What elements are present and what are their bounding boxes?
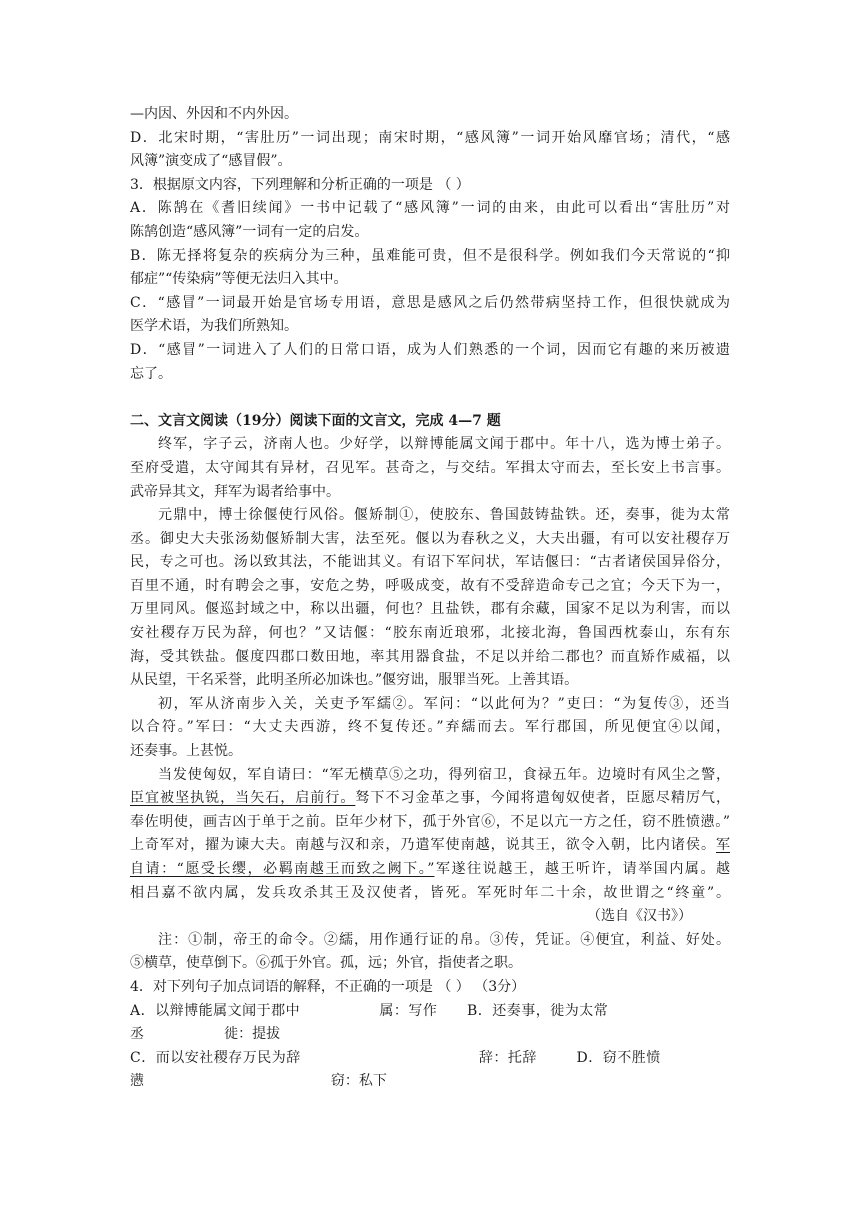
passage-line: 元鼎中，博士徐偃使行风俗。偃矫制①，使胶东、鲁国鼓铸盐铁。还，奏事，徙为太常	[158, 507, 730, 524]
passage-line: 民，专之可也。汤以致其法，不能诎其义。有诏下军问状，军诘偃曰：“古者诸侯国异俗分，	[130, 554, 730, 571]
passage-line: 武帝异其文，拜军为谒者给事中。	[130, 483, 340, 500]
notes-line: ⑤横草，使草倒下。⑥孤于外官。孤，远；外官，指使者之职。	[130, 955, 522, 972]
passage-fragment: 上奇军对，擢为谏大夫。南越与汉和亲，乃遣军使南越，说其王，欲令入朝，比内诸侯。	[130, 837, 716, 854]
text-line: 忘了。	[130, 365, 172, 382]
text-line: 医学术语，为我们所熟知。	[130, 318, 298, 335]
passage-line: 还奏事。上甚悦。	[130, 743, 242, 760]
text-line: 风簿”演变成了“感冒假”。	[130, 153, 292, 170]
passage-line: 万里同风。偃巡封域之中，称以出疆，何也？且盐铁，郡有余藏，国家不足以为利害，而以	[130, 601, 730, 618]
passage-fragment: 驽下不习金革之事，今闻将遣匈奴使者，臣愿尽精厉气，	[355, 790, 730, 807]
passage-line: 奉佐明使，画吉凶于单于之前。臣年少材下，孤于外官⑥，不足以亢一方之任，窃不胜愤懑。”	[130, 813, 730, 830]
passage-line: 百里不通，时有聘会之事，安危之势，呼吸成变，故有不受辞造命专己之宜；今天下为一，	[130, 577, 730, 594]
option-line: D．北宋时期，“害肚历”一词出现；南宋时期，“感风簿”一词开始风靡官场；清代，“感	[130, 129, 730, 146]
text-line: 陈鹄创造“感风簿”一词有一定的启发。	[130, 223, 369, 240]
notes-line: 注：①制，帝王的命令。②繻，用作通行证的帛。③传，凭证。④便宜，利益、好处。	[158, 931, 730, 948]
passage-line: 丞。御史大夫张汤劾偃矫制大害，法至死。偃以为春秋之义，大夫出疆，有可以安社稷存万	[130, 530, 730, 547]
passage-line	[130, 858, 730, 882]
passage-line: 至府受遣，太守闻其有异材，召见军。甚奇之，与交结。军揖太守而去，至长安上书言事。	[130, 459, 730, 476]
passage-line: 以合符。”军曰：“大丈夫西游，终不复传还。”弃繻而去。军行郡国，所见便宜④以闻，	[130, 719, 730, 736]
option-line: C．而以安社稷存万民为辞 辞：托辞 D．窃不胜愤	[130, 1049, 661, 1066]
option-line: A．以辩博能属文闻于郡中 属：写作 B．还奏事，徙为太常	[130, 1002, 609, 1019]
passage-line	[130, 787, 730, 811]
question-stem: 4．对下列句子加点词语的解释，不正确的一项是 （ ） （3分）	[130, 978, 526, 995]
source-citation: （选自《汉书》）	[587, 908, 692, 925]
option-line: C．“感冒”一词最开始是官场专用语，意思是感风之后仍然带病坚持工作，但很快就成为	[130, 294, 730, 311]
option-line: 懑 窃：私下	[130, 1073, 387, 1090]
option-line: 丞 徙：提拔	[130, 1026, 281, 1043]
text-line: —内因、外因和不内外因。	[130, 106, 298, 122]
document-content	[130, 103, 730, 1094]
underlined-sentence: 臣宜被坚执锐，当矢石，启前行。	[130, 790, 356, 807]
underlined-sentence: 军	[716, 837, 730, 854]
passage-line: 初，军从济南步入关，关吏予军繻②。军问：“以此何为？”吏曰：“为复传③，还当	[158, 695, 730, 712]
passage-line: 从民望，干名采誉，此明圣所必加诛也。”偃穷诎，服罪当死。上善其语。	[130, 672, 579, 689]
option-line: B．陈无择将复杂的疾病分为三种，虽难能可贵，但不是很科学。例如我们今天常说的“抑	[130, 247, 730, 264]
option-line: A．陈鹄在《耆旧续闻》一书中记载了“感风簿”一词的由来，由此可以看出“害肚历”对	[130, 200, 730, 217]
passage-line	[130, 834, 730, 858]
question-stem: 3．根据原文内容，下列理解和分析正确的一项是 （ ）	[130, 176, 470, 193]
underlined-sentence: 自请：“愿受长缨，必羁南越王而致之阙下。”	[130, 861, 435, 877]
passage-line: 安社稷存万民为辞，何也？”又诘偃：“胶东南近琅邪，北接北海，鲁国西枕泰山，东有东	[130, 625, 730, 642]
passage-fragment: 军遂往说越王，越王听许，请举国内属。越	[434, 861, 730, 877]
spacer	[130, 386, 730, 410]
passage-line: 相吕嘉不欲内属，发兵攻杀其王及汉使者，皆死。军死时年二十余，故世谓之“终童”。	[130, 884, 730, 901]
section-heading: 二、文言文阅读（19分）阅读下面的文言文，完成 4—7 题	[130, 412, 501, 429]
option-line: D．“感冒”一词进入了人们的日常口语，成为人们熟悉的一个词，因而它有趣的来历被遗	[130, 341, 730, 358]
passage-line: 当发使匈奴，军自请曰：“军无横草⑤之功，得列宿卫，食禄五年。边境时有风尘之警，	[158, 766, 730, 783]
passage-line: 终军，字子云，济南人也。少好学，以辩博能属文闻于郡中。年十八，选为博士弟子。	[158, 436, 730, 453]
passage-line: 海，受其铁盐。偃度四郡口数田地，率其用器食盐，不足以并给二郡也？而直矫作威福，以	[130, 648, 730, 665]
text-line: 郁症”“传染病”等便无法归入其中。	[130, 271, 348, 288]
